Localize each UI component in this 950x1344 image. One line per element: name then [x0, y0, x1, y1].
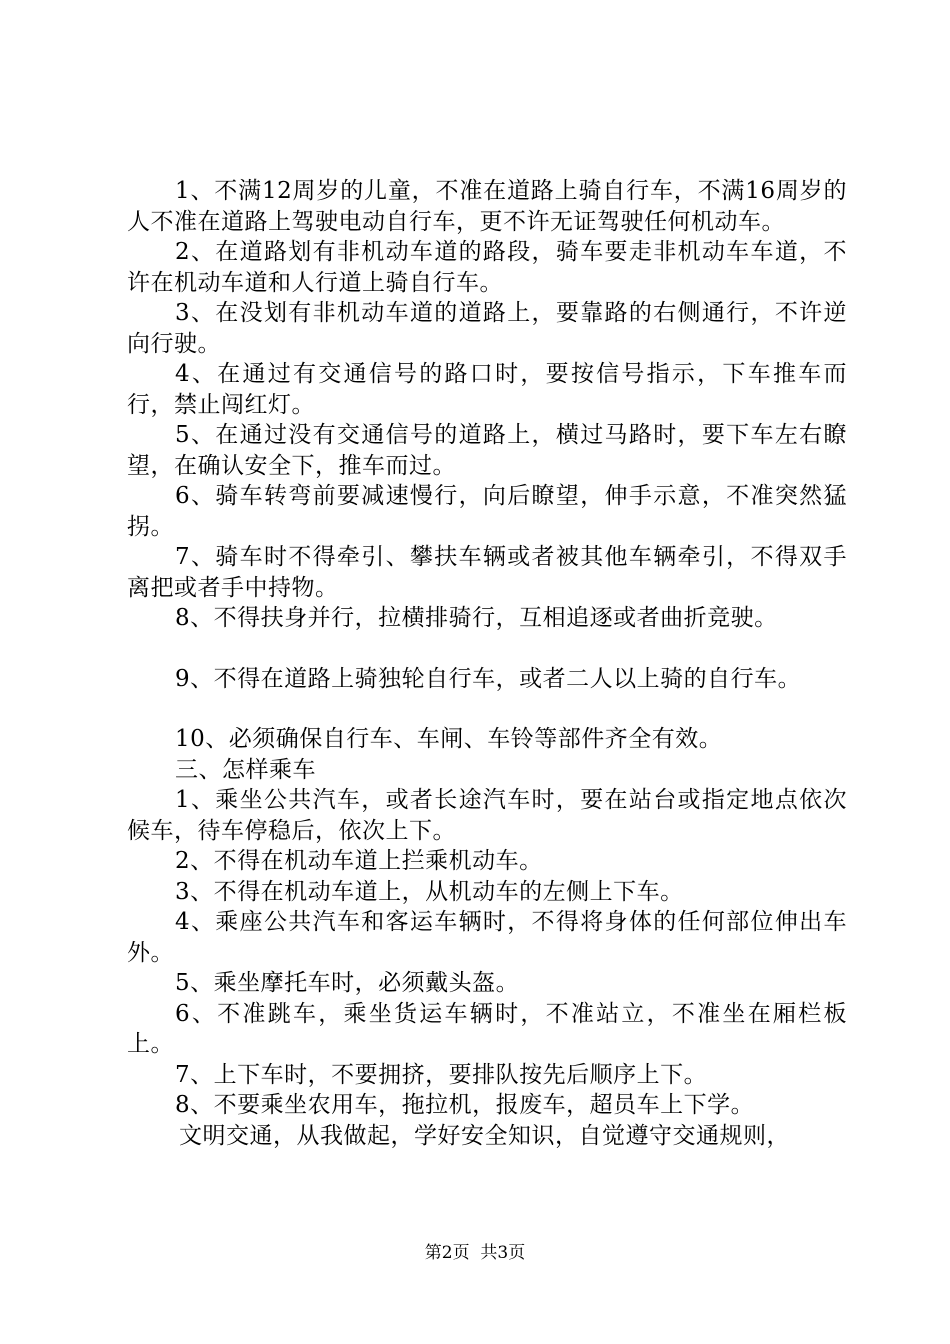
paragraph-rule-2: 2、在道路划有非机动车道的路段，骑车要走非机动车车道，不许在机动车道和人行道上骑自行车。	[127, 239, 847, 296]
paragraph-rule-7: 7、骑车时不得牵引、攀扶车辆或者被其他车辆牵引，不得双手离把或者手中持物。	[127, 544, 847, 601]
paragraph-ride-8: 8、不要乘坐农用车，拖拉机，报废车，超员车上下学。	[175, 1092, 755, 1118]
paragraph-rule-8: 8、不得扶身并行，拉横排骑行，互相追逐或者曲折竞驶。	[175, 605, 778, 631]
paragraph-rule-9: 9、不得在道路上骑独轮自行车，或者二人以上骑的自行车。	[175, 665, 802, 692]
paragraph-rule-6: 6、骑车转弯前要减速慢行，向后瞭望，伸手示意，不准突然猛拐。	[127, 483, 847, 540]
document-body	[127, 176, 847, 1151]
paragraph-rule-10: 10、必须确保自行车、车闸、车铃等部件齐全有效。	[175, 726, 723, 752]
paragraph-ride-3: 3、不得在机动车道上，从机动车的左侧上下车。	[175, 878, 684, 905]
paragraph-ride-2: 2、不得在机动车道上拦乘机动车。	[175, 848, 543, 874]
paragraph-ride-7: 7、上下车时，不要拥挤，要排队按先后顺序上下。	[175, 1061, 708, 1088]
paragraph-rule-3: 3、在没划有非机动车道的道路上，要靠路的右侧通行，不许逆向行驶。	[127, 300, 847, 357]
paragraph-ride-5: 5、乘坐摩托车时，必须戴头盔。	[175, 970, 520, 996]
paragraph-rule-4: 4、在通过有交通信号的路口时，要按信号指示，下车推车而行，禁止闯红灯。	[127, 361, 847, 418]
page-footer	[0, 1242, 950, 1264]
section-heading-riding: 三、怎样乘车	[175, 756, 316, 783]
paragraph-ride-4: 4、乘座公共汽车和客运车辆时，不得将身体的任何部位伸出车外。	[127, 909, 847, 966]
paragraph-closing: 文明交通，从我做起，学好安全知识，自觉遵守交通规则，	[179, 1122, 790, 1149]
paragraph-rule-1: 1、不满12周岁的儿童，不准在道路上骑自行车，不满16周岁的人不准在道路上驾驶电动自行车，更不许无证驾驶任何机动车。	[127, 178, 847, 235]
page-number-label: 第2页 共3页	[424, 1243, 526, 1263]
paragraph-ride-1: 1、乘坐公共汽车，或者长途汽车时，要在站台或指定地点依次候车，待车停稳后，依次上下。	[127, 787, 847, 844]
paragraph-ride-6: 6、不准跳车，乘坐货运车辆时，不准站立，不准坐在厢栏板上。	[127, 1000, 847, 1057]
paragraph-rule-5: 5、在通过没有交通信号的道路上，横过马路时，要下车左右瞭望，在确认安全下，推车而过。	[127, 422, 847, 479]
